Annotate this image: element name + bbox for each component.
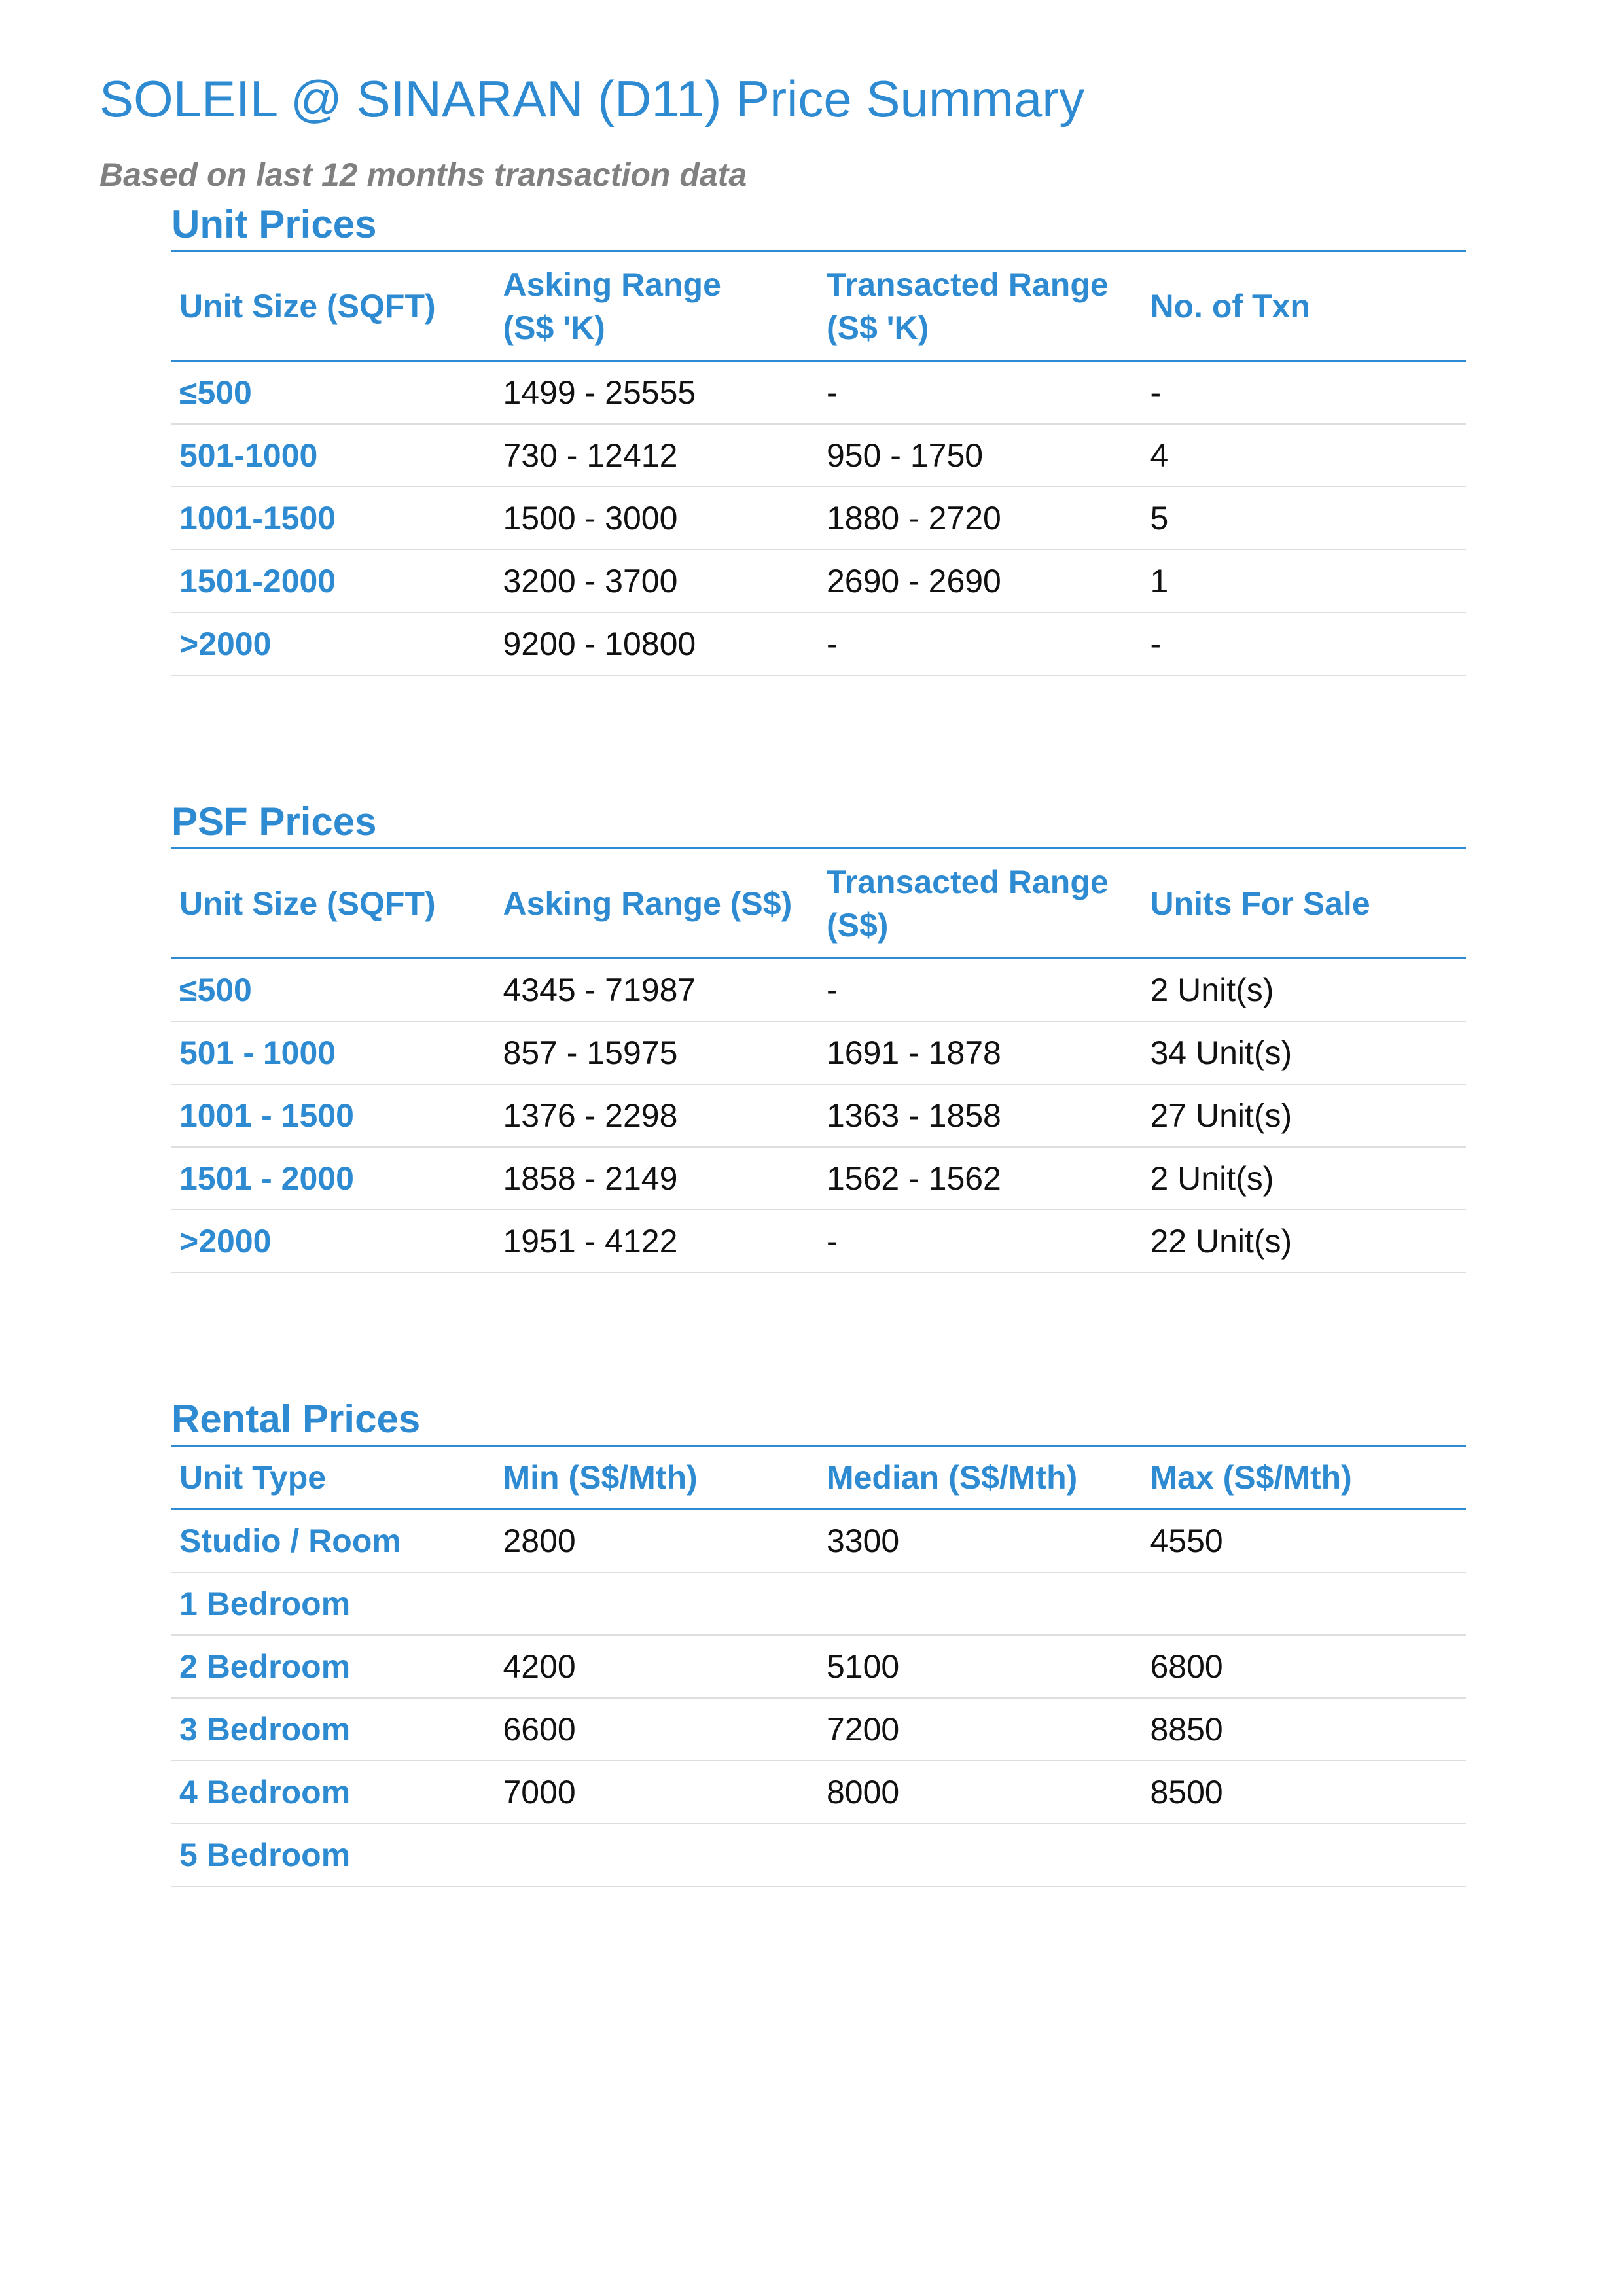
- table-row: [171, 1021, 1466, 1084]
- column-header: Transacted Range (S$): [819, 849, 1142, 959]
- row-label: 4 Bedroom: [171, 1761, 495, 1824]
- table-cell: 7000: [495, 1761, 818, 1824]
- table-cell: 8850: [1142, 1698, 1466, 1761]
- table-row: [171, 1698, 1466, 1761]
- table-cell: [819, 1572, 1142, 1635]
- table-cell: -: [1142, 612, 1466, 675]
- column-header: Transacted Range (S$ 'K): [819, 252, 1142, 361]
- psf-prices-section: [171, 796, 1466, 1273]
- unit-prices-section: [171, 199, 1466, 676]
- column-header: Unit Size (SQFT): [171, 252, 495, 361]
- table-cell: 950 - 1750: [819, 424, 1142, 487]
- table-cell: 1500 - 3000: [495, 487, 818, 550]
- table-cell: 3300: [819, 1510, 1142, 1573]
- table-cell: 5100: [819, 1635, 1142, 1698]
- table-row: [171, 487, 1466, 550]
- table-row: [171, 550, 1466, 612]
- table-cell: -: [819, 1210, 1142, 1273]
- table-cell: 2690 - 2690: [819, 550, 1142, 612]
- table-cell: 1: [1142, 550, 1466, 612]
- table-cell: 1951 - 4122: [495, 1210, 818, 1273]
- table-cell: 1880 - 2720: [819, 487, 1142, 550]
- table-cell: [1142, 1572, 1466, 1635]
- table-cell: 1376 - 2298: [495, 1084, 818, 1147]
- table-row: [171, 959, 1466, 1022]
- row-label: >2000: [171, 1210, 495, 1273]
- table-header-row: [171, 1447, 1466, 1510]
- row-label: 5 Bedroom: [171, 1824, 495, 1886]
- row-label: 1001 - 1500: [171, 1084, 495, 1147]
- row-label: 1501 - 2000: [171, 1147, 495, 1210]
- table-cell: [819, 1824, 1142, 1886]
- table-row: [171, 361, 1466, 425]
- table-cell: 1858 - 2149: [495, 1147, 818, 1210]
- table-cell: 9200 - 10800: [495, 612, 818, 675]
- table-row: [171, 1761, 1466, 1824]
- table-cell: 27 Unit(s): [1142, 1084, 1466, 1147]
- table-cell: 2 Unit(s): [1142, 1147, 1466, 1210]
- table-cell: 1691 - 1878: [819, 1021, 1142, 1084]
- table-cell: 1499 - 25555: [495, 361, 818, 425]
- table-cell: 5: [1142, 487, 1466, 550]
- table-row: [171, 424, 1466, 487]
- table-row: [171, 1824, 1466, 1886]
- page-title: SOLEIL @ SINARAN (D11) Price Summary: [99, 70, 1085, 128]
- column-header: Units For Sale: [1142, 849, 1466, 959]
- row-label: 2 Bedroom: [171, 1635, 495, 1698]
- column-header: Asking Range (S$): [495, 849, 818, 959]
- table-cell: 7200: [819, 1698, 1142, 1761]
- table-cell: -: [1142, 361, 1466, 425]
- table-cell: 2800: [495, 1510, 818, 1573]
- table-cell: 8000: [819, 1761, 1142, 1824]
- column-header: Median (S$/Mth): [819, 1447, 1142, 1510]
- section-title: Rental Prices: [171, 1394, 1466, 1447]
- section-title: Unit Prices: [171, 199, 1466, 252]
- row-label: Studio / Room: [171, 1510, 495, 1573]
- table-cell: 1363 - 1858: [819, 1084, 1142, 1147]
- table-row: [171, 1572, 1466, 1635]
- table-cell: 4550: [1142, 1510, 1466, 1573]
- table-cell: 3200 - 3700: [495, 550, 818, 612]
- column-header: Min (S$/Mth): [495, 1447, 818, 1510]
- row-label: ≤500: [171, 361, 495, 425]
- psf-prices-table: [171, 849, 1466, 1273]
- table-cell: 8500: [1142, 1761, 1466, 1824]
- table-cell: -: [819, 612, 1142, 675]
- table-row: [171, 1084, 1466, 1147]
- table-header-row: [171, 849, 1466, 959]
- unit-prices-table: [171, 252, 1466, 676]
- table-cell: 6800: [1142, 1635, 1466, 1698]
- row-label: 1001-1500: [171, 487, 495, 550]
- table-cell: 2 Unit(s): [1142, 959, 1466, 1022]
- column-header: Asking Range (S$ 'K): [495, 252, 818, 361]
- table-cell: 22 Unit(s): [1142, 1210, 1466, 1273]
- table-cell: 4345 - 71987: [495, 959, 818, 1022]
- row-label: 501-1000: [171, 424, 495, 487]
- column-header: Unit Type: [171, 1447, 495, 1510]
- table-cell: 4: [1142, 424, 1466, 487]
- rental-prices-section: [171, 1394, 1466, 1887]
- row-label: 1 Bedroom: [171, 1572, 495, 1635]
- table-cell: [1142, 1824, 1466, 1886]
- table-cell: -: [819, 361, 1142, 425]
- row-label: ≤500: [171, 959, 495, 1022]
- table-cell: [495, 1824, 818, 1886]
- table-row: [171, 612, 1466, 675]
- column-header: No. of Txn: [1142, 252, 1466, 361]
- table-cell: 34 Unit(s): [1142, 1021, 1466, 1084]
- section-title: PSF Prices: [171, 796, 1466, 849]
- table-cell: 4200: [495, 1635, 818, 1698]
- table-cell: 730 - 12412: [495, 424, 818, 487]
- page-subtitle: Based on last 12 months transaction data: [99, 156, 747, 193]
- row-label: 501 - 1000: [171, 1021, 495, 1084]
- row-label: 1501-2000: [171, 550, 495, 612]
- table-row: [171, 1635, 1466, 1698]
- column-header: Unit Size (SQFT): [171, 849, 495, 959]
- rental-prices-table: [171, 1447, 1466, 1887]
- table-cell: 857 - 15975: [495, 1021, 818, 1084]
- row-label: 3 Bedroom: [171, 1698, 495, 1761]
- table-header-row: [171, 252, 1466, 361]
- table-cell: 6600: [495, 1698, 818, 1761]
- column-header: Max (S$/Mth): [1142, 1447, 1466, 1510]
- row-label: >2000: [171, 612, 495, 675]
- table-row: [171, 1147, 1466, 1210]
- table-cell: -: [819, 959, 1142, 1022]
- table-cell: 1562 - 1562: [819, 1147, 1142, 1210]
- table-row: [171, 1210, 1466, 1273]
- table-row: [171, 1510, 1466, 1573]
- table-cell: [495, 1572, 818, 1635]
